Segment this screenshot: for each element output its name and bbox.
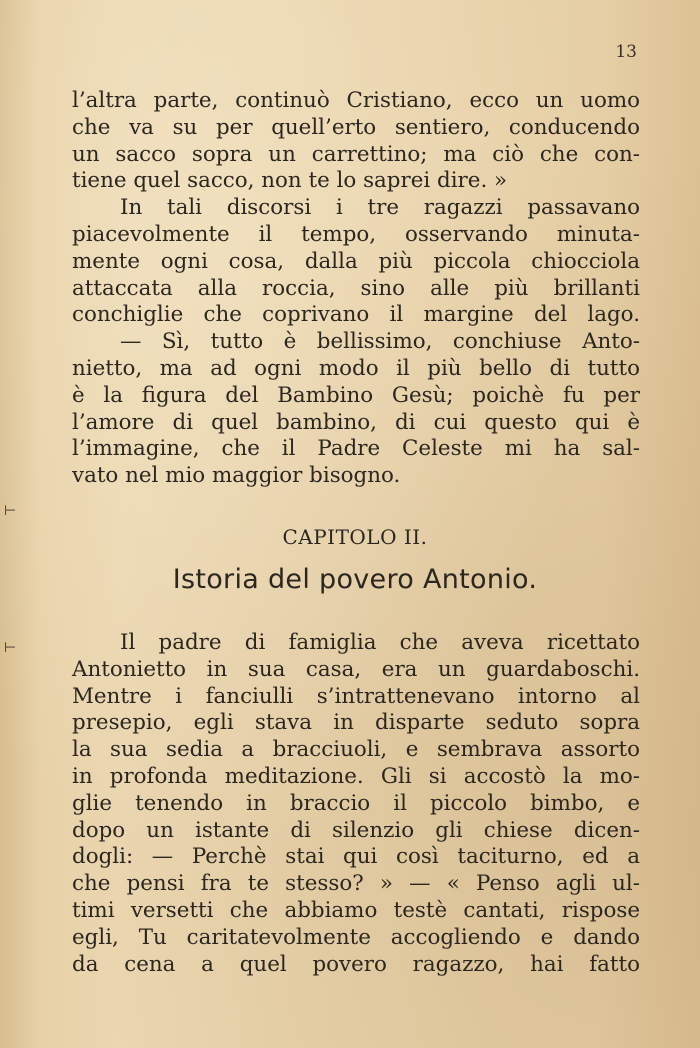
text-line: l’amore di quel bambino, di cui questo qui è <box>72 409 640 435</box>
text-line: glie tenendo in braccio il piccolo bimbo, e <box>72 790 640 816</box>
chapter-title: Istoria del povero Antonio. <box>172 564 538 595</box>
text-line: dogli: — Perchè stai qui così taciturno, ed a <box>72 844 640 870</box>
text-line: l’altra parte, continuò Cristiano, ecco un uomo <box>72 88 640 113</box>
text-line: — Sì, tutto è bellissimo, conchiuse Anto- <box>120 329 640 355</box>
text-line: dopo un istante di silenzio gli chiese dicen- <box>72 817 640 843</box>
text-line: mente ogni cosa, dalla più piccola chiocciola <box>72 248 640 274</box>
text-line: Mentre i fanciulli s’intrattenevano intorno al <box>72 683 640 709</box>
chapter-number: CAPITOLO II. <box>282 525 428 549</box>
text-line: che pensi fra te stesso? » — « Penso agli ul- <box>72 871 640 897</box>
text-line: conchiglie che coprivano il margine del lago. <box>72 302 640 328</box>
text-block-before-chapter <box>72 88 640 490</box>
margin-tick-mark: ⊢ <box>4 640 17 656</box>
text-line: un sacco sopra un carrettino; ma ciò che con- <box>72 141 640 167</box>
page-number: 13 <box>615 42 637 62</box>
text-line: timi versetti che abbiamo testè cantati, rispose <box>72 897 640 923</box>
text-line: è la figura del Bambino Gesù; poichè fu per <box>72 382 640 408</box>
text-line: in profonda meditazione. Gli si accostò la mo- <box>72 763 640 789</box>
text-line: da cena a quel povero ragazzo, hai fatto <box>72 951 640 977</box>
text-line: Antonietto in sua casa, era un guardaboschi. <box>72 656 640 682</box>
text-line: presepio, egli stava in disparte seduto sopra <box>72 710 640 736</box>
text-line: piacevolmente il tempo, osservando minuta- <box>72 221 640 247</box>
text-line: In tali discorsi i tre ragazzi passavano <box>120 195 640 221</box>
margin-tick-mark: ⊢ <box>4 503 17 519</box>
text-line: vato nel mio maggior bisogno. <box>72 463 401 489</box>
text-line: egli, Tu caritatevolmente accogliendo e dando <box>72 924 640 950</box>
text-line: nietto, ma ad ogni modo il più bello di tutto <box>72 355 640 381</box>
text-block-chapter <box>72 630 640 978</box>
text-line: Il padre di famiglia che aveva ricettato <box>120 630 640 655</box>
text-line: la sua sedia a bracciuoli, e sembrava assorto <box>72 737 640 763</box>
text-line: tiene quel sacco, non te lo saprei dire. » <box>72 168 508 194</box>
text-line: che va su per quell’erto sentiero, conducendo <box>72 114 640 140</box>
text-line: l’immagine, che il Padre Celeste mi ha sal- <box>72 436 640 462</box>
text-line: attaccata alla roccia, sino alle più brillanti <box>72 275 640 301</box>
